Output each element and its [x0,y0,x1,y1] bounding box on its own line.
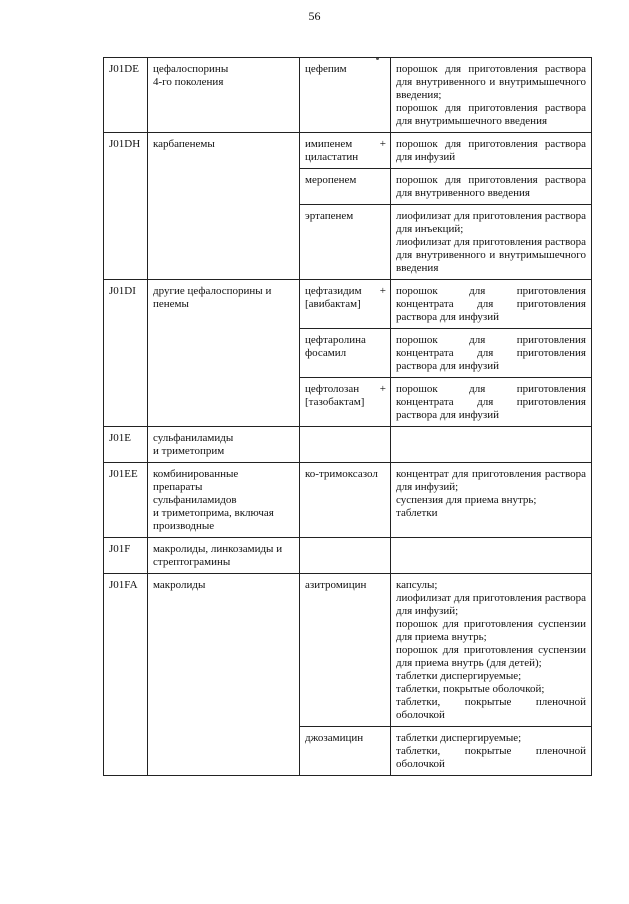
atc-code-cell [104,280,148,427]
drug-name-cell [300,329,391,378]
dosage-forms: порошок для приготовления концентрата для приготовления раствора для инфузий [396,383,589,421]
atc-code-cell [104,133,148,280]
atc-code: J01DE [109,63,139,75]
atc-code: J01EE [109,468,138,480]
dosage-forms: порошок для приготовления раствора для инфузий [396,138,589,163]
dosage-forms-cell [391,169,592,205]
dosage-forms-cell [391,205,592,280]
anatomical-group-cell [148,538,300,574]
anatomical-group-cell [148,574,300,776]
combination-plus-sign: + [379,138,386,150]
atc-code: J01E [109,432,131,444]
dosage-forms-cell [391,280,592,329]
anatomical-group-cell [148,58,300,133]
dosage-forms-cell [391,463,592,538]
drug-name-cell [300,133,391,169]
table-row [104,463,592,538]
table-body [104,58,592,776]
anatomical-group: макролиды [153,579,206,591]
dosage-forms-cell [391,329,592,378]
anatomical-group: другие цефалоспорины и пенемы [153,285,275,310]
drug-name: цефтазидим [авибактам] [305,285,362,310]
table-row [104,133,592,169]
atc-code-cell [104,463,148,538]
drug-name-cell [300,205,391,280]
drug-name: ко-тримоксазол [305,468,378,480]
drug-name-cell [300,169,391,205]
drug-name: эртапенем [305,210,354,222]
drug-name-cell [300,378,391,427]
dosage-forms: таблетки диспергируемые; таблетки, покрытые пленочной оболочкой [396,732,586,770]
dosage-forms-cell [391,378,592,427]
dosage-forms-cell [391,58,592,133]
table-row [104,58,592,133]
table-row [104,538,592,574]
drug-name: цефтаролина фосамил [305,334,366,359]
dosage-forms: порошок для приготовления раствора для внутривенного введения [396,174,589,199]
drug-name-cell [300,727,391,776]
drug-name: джозамицин [305,732,364,744]
anatomical-group-cell [148,133,300,280]
table-row [104,574,592,727]
drug-name-cell [300,463,391,538]
dosage-forms-cell [391,574,592,727]
dosage-forms: порошок для приготовления концентрата для приготовления раствора для инфузий [396,334,589,372]
page-number: 56 [308,9,321,23]
drug-classification-table [103,57,592,776]
atc-code: J01DH [109,138,141,150]
atc-code: J01FA [109,579,138,591]
atc-code: J01DI [109,285,136,297]
atc-code-cell [104,427,148,463]
dosage-forms: лиофилизат для приготовления раствора для инъекций; лиофилизат для приготовления раствора для внутривенного и внутримышечного введения [396,210,586,274]
drug-name-cell [300,427,391,463]
atc-code-cell [104,538,148,574]
drug-name: цефтолозан [тазобактам] [305,383,365,408]
combination-plus-sign: + [379,285,386,297]
table-row [104,427,592,463]
drug-name: имипенем циластатин [305,138,359,163]
anatomical-group: макролиды, линкозамиды и стрептограмины [153,543,285,568]
drug-name: цефепим [305,63,347,75]
anatomical-group-cell [148,280,300,427]
anatomical-group-cell [148,427,300,463]
atc-code: J01F [109,543,131,555]
drug-name-cell [300,538,391,574]
anatomical-group: сульфаниламиды и триметоприм [153,432,234,457]
anatomical-group: карбапенемы [153,138,215,150]
dosage-forms: порошок для приготовления концентрата для приготовления раствора для инфузий [396,285,589,323]
dosage-forms: капсулы; лиофилизат для приготовления раствора для инфузий; порошок для приготовления суспензии для приема внутрь; порошок для приготовления суспензии для приема внутрь (для детей); таблетки диспергируемые; таблетки, покрытые оболочкой; таблетки, покрытые пленочной оболочкой [396,579,586,721]
drug-name-cell [300,280,391,329]
anatomical-group-cell [148,463,300,538]
dosage-forms-cell [391,538,592,574]
atc-code-cell [104,574,148,776]
drug-name: азитромицин [305,579,367,591]
dosage-forms: порошок для приготовления раствора для внутривенного и внутримышечного введения; порошок для приготовления раствора для внутримышечного введения [396,63,586,127]
drug-name: меропенем [305,174,357,186]
anatomical-group: комбинированные препараты сульфаниламидов и триметоприма, включая производные [153,468,274,532]
dosage-forms: концентрат для приготовления раствора для инфузий; суспензия для приема внутрь; таблетки [396,468,586,519]
dosage-forms-cell [391,133,592,169]
drug-name-cell [300,574,391,727]
drug-name-cell [300,58,391,133]
dosage-forms-cell [391,727,592,776]
anatomical-group: цефалоспорины 4-го поколения [153,63,229,88]
combination-plus-sign: + [379,383,386,395]
atc-code-cell [104,58,148,133]
table-row [104,280,592,329]
dosage-forms-cell [391,427,592,463]
